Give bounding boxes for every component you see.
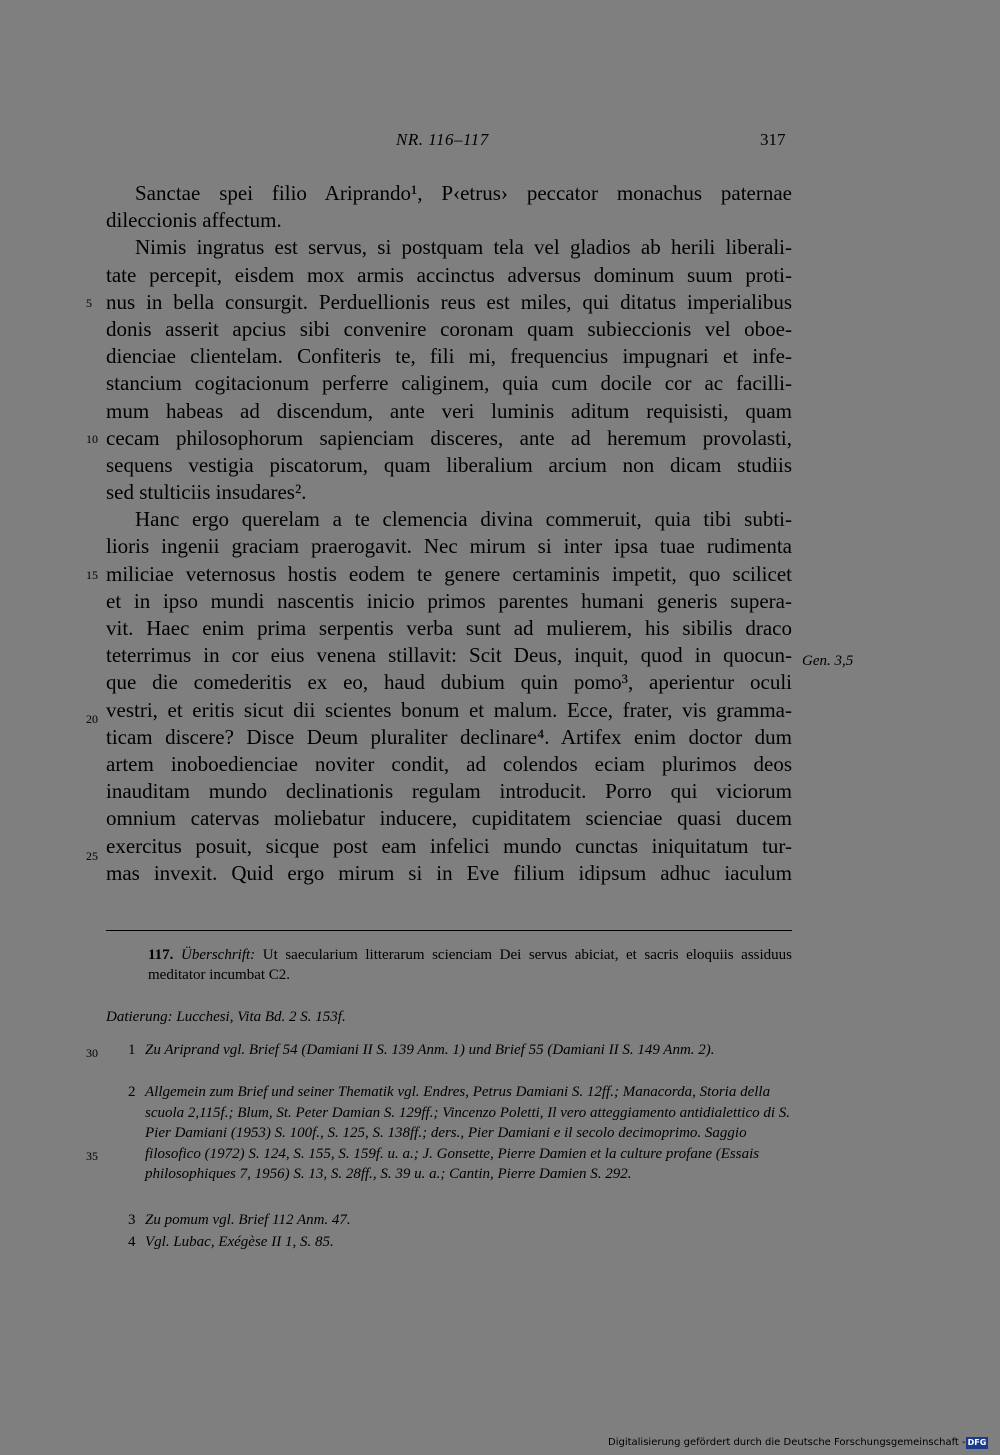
dfg-logo: DFG — [967, 1438, 987, 1447]
text-line: dienciae clientelam. Confiteris te, fili mi, frequencius impugnari et infe- — [106, 344, 792, 369]
page-number: 317 — [760, 130, 786, 149]
text-line: nus in bella consurgit. Perduellionis reus est miles, qui ditatus imperialibus — [106, 289, 792, 314]
line-number: 20 — [86, 712, 98, 726]
main-text — [106, 180, 792, 887]
text-line: mum habeas ad discendum, ante veri luminis aditum requisisti, quam — [106, 398, 792, 423]
footnote-number: 2 — [128, 1084, 136, 1100]
line-number: 15 — [86, 568, 98, 582]
text-line: vestri, et eritis sicut dii scientes bonum et malum. Ecce, frater, vis gramma- — [106, 697, 792, 722]
text-line: lioris ingenii graciam praerogavit. Nec mirum si inter ipsa tuae rudimenta — [106, 534, 792, 559]
footnote-rule — [106, 930, 792, 931]
footnote-number: 4 — [128, 1234, 136, 1250]
footnote-text: Zu pomum vgl. Brief 112 Anm. 47. — [145, 1212, 351, 1228]
footnote — [128, 1232, 792, 1253]
digitization-credit: Digitalisierung gefördert durch die Deutsche Forschungsgemeinschaft - — [608, 1437, 966, 1448]
text-line: Nimis ingratus est servus, si postquam tela vel gladios ab herili liberali- — [135, 235, 792, 260]
footnote — [128, 1040, 792, 1061]
footnote — [128, 1082, 792, 1185]
margin-reference: Gen. 3,5 — [802, 653, 854, 669]
text-line: que die comederitis ex eo, haud dubium quin pomo³, aperientur oculi — [106, 670, 792, 695]
text-line: dileccionis affectum. — [106, 208, 282, 233]
footnote-text: Allgemein zum Brief und seiner Thematik vgl. Endres, Petrus Damiani S. 12ff.; Manacorda, Storia della scuola 2,115f.; Blum, St. Peter Damian S. 129ff.; Vincenzo Poletti, Il vero atteggiamento antidialettico di S. Pier Damiani (1953) S. 100f., S. 125, S. 138ff.; ders., Pier Damiani e il secolo decimoprimo. Saggio filosofico (1972) S. 124, S. 155, S. 159f. u. a.; J. Gonsette, Pierre Damien et la culture profane (Essais philosophiques 7, 1956) S. 13, S. 28ff., S. 39 u. a.; Cantin, Pierre Damien S. 292. — [145, 1084, 791, 1182]
running-head: NR. 116–117 — [396, 130, 489, 149]
line-number: 10 — [86, 432, 98, 446]
text-line: omnium catervas moliebatur inducere, cupiditatem scienciae quasi ducem — [106, 806, 792, 831]
line-number: 30 — [86, 1046, 98, 1060]
text-line: miliciae veternosus hostis eodem te genere certaminis impetit, quo scilicet — [106, 561, 792, 586]
text-line: tate percepit, eisdem mox armis accinctus adversus dominum suum proti- — [106, 262, 792, 287]
text-line: sed stulticiis insudares². — [106, 480, 307, 505]
text-line: Sanctae spei filio Ariprando¹, P‹etrus› peccator monachus paternae — [135, 181, 792, 205]
text-line: exercitus posuit, sicque post eam infelici mundo cunctas iniquitatum tur- — [106, 833, 792, 858]
footnote-number: 1 — [128, 1042, 136, 1058]
text-line: inauditam mundo declinationis regulam introducit. Porro qui viciorum — [106, 779, 792, 804]
text-line: stancium cogitacionum perferre caliginem, quia cum docile cor ac facilli- — [106, 371, 792, 396]
line-number: 35 — [86, 1149, 98, 1163]
text-line: cecam philosophorum sapienciam disceres, ante ad heremum provolasti, — [106, 425, 792, 450]
footnote-number: 3 — [128, 1212, 136, 1228]
line-number: 5 — [86, 296, 92, 310]
apparatus — [148, 945, 792, 985]
apparatus-label: Überschrift: — [181, 947, 256, 963]
line-number: 25 — [86, 849, 98, 863]
footnote-text: Vgl. Lubac, Exégèse II 1, S. 85. — [145, 1234, 334, 1250]
text-line: artem inoboedienciae noviter condit, ad colendos eciam plurimos deos — [106, 751, 792, 776]
text-line: donis asserit apcius sibi convenire coronam quam subieccionis vel oboe- — [106, 316, 792, 341]
text-line: Hanc ergo querelam a te clemencia divina commeruit, quia tibi subti- — [135, 507, 792, 532]
text-line: vit. Haec enim prima serpentis verba sunt ad mulierem, his sibilis draco — [106, 616, 792, 640]
text-line: ticam discere? Disce Deum pluraliter declinare⁴. Artifex enim doctor dum — [106, 724, 792, 749]
dating: Datierung: Lucchesi, Vita Bd. 2 S. 153f. — [106, 1009, 346, 1025]
footnote — [128, 1210, 792, 1231]
text-line: sequens vestigia piscatorum, quam liberalium arcium non dicam studiis — [106, 452, 792, 477]
apparatus-number: 117. — [148, 947, 174, 963]
text-line: et in ipso mundi nascentis inicio primos parentes humani generis supera- — [106, 588, 792, 613]
apparatus-text: Ut saecularium litterarum scienciam Dei servus abiciat, et sacris eloquiis assiduus meditator incumbat C2. — [148, 947, 793, 983]
footnote-text: Zu Ariprand vgl. Brief 54 (Damiani II S. 139 Anm. 1) und Brief 55 (Damiani II S. 149 Anm. 2). — [145, 1042, 715, 1058]
text-line: mas invexit. Quid ergo mirum si in Eve filium idipsum adhuc iaculum — [106, 860, 792, 885]
text-line: teterrimus in cor eius venena stillavit: Scit Deus, inquit, quod in quocun- — [106, 643, 792, 668]
